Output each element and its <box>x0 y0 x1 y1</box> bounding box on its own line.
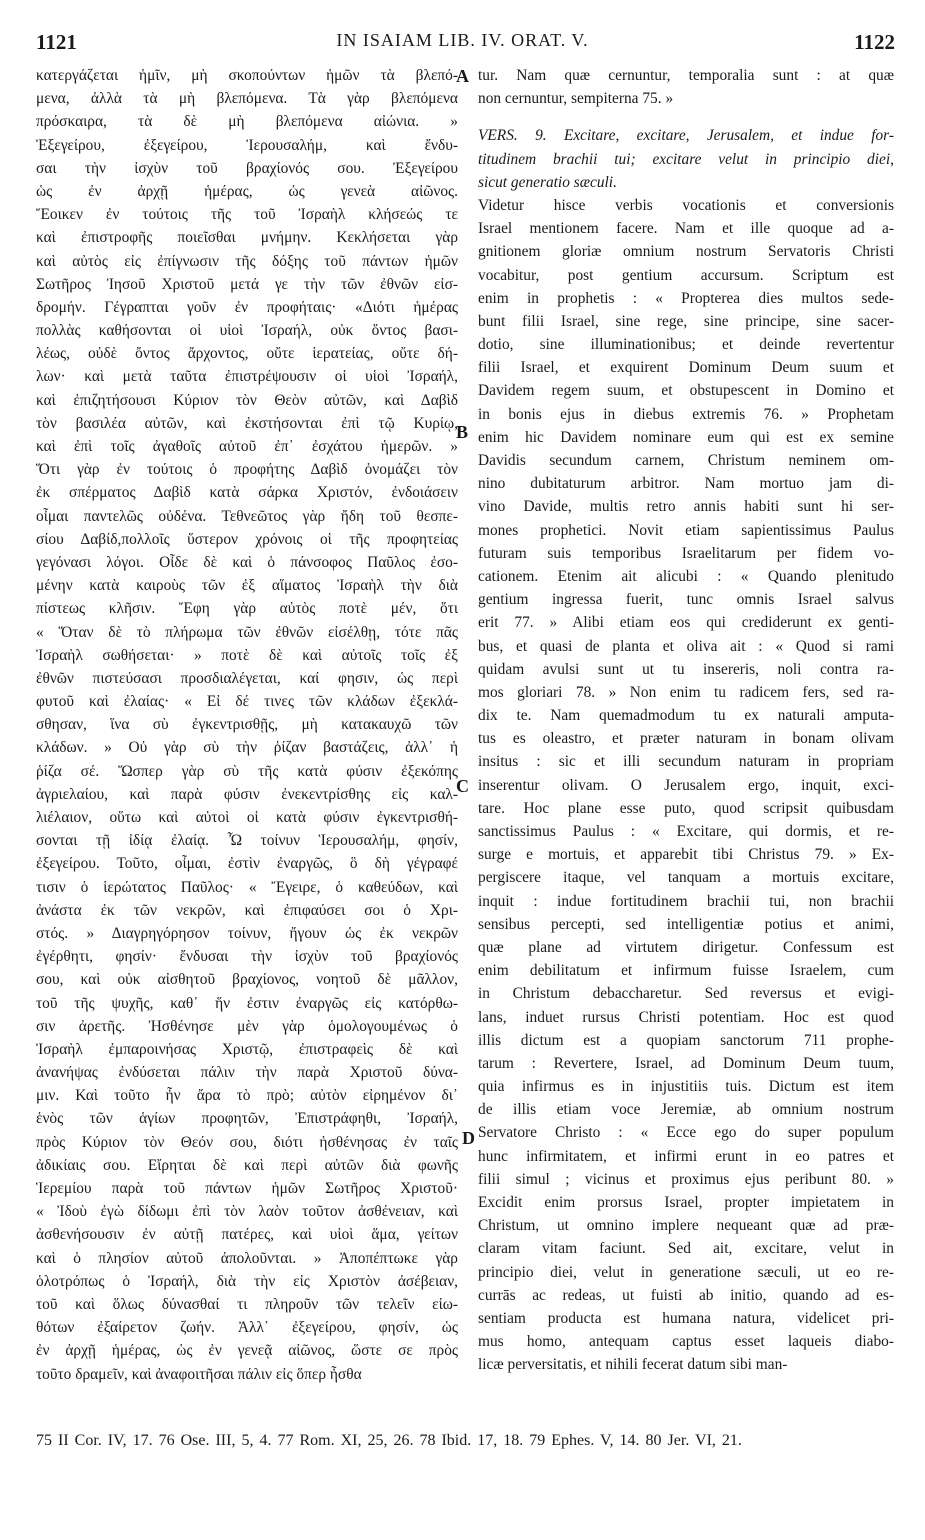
greek-text-line: ἐγέρθητι, φησίν· ἔνδυσαι τὴν ἰσχὺν τοῦ βραχίονός <box>36 948 458 966</box>
section-marker-d: D <box>462 1128 475 1148</box>
greek-text-line: ἐν ἀρχῇ ἡμέρας, ὡς ἐν γενεᾷ αἰῶνος, ὥστε σε πρὸς <box>36 1342 458 1360</box>
greek-text-line: « Ἰδοὺ ἐγὼ δίδωμι ἐπὶ τὸν λαὸν τοῦτον ἀσθένειαν, καὶ <box>36 1203 458 1221</box>
greek-text-line: ῥίζα σέ. Ὥσπερ γὰρ σὺ τῆς κατὰ φύσιν ἐξεκόπης <box>36 762 458 780</box>
verse-heading-line: VERS. 9. Excitare, excitare, Jerusalem, et indue for- <box>478 127 894 145</box>
latin-text-line: Christum, ut omnino implere nequeant quæ ad præ- <box>478 1217 894 1235</box>
greek-text-line: κατεργάζεται ἡμῖν, μὴ σκοπούντων ἡμῶν τὰ βλεπό- <box>36 67 458 84</box>
verse-heading-line: sicut generatio sæculi. <box>478 173 617 191</box>
greek-text-line: σιν ἀρετῆς. Ἠσθένησε μὲν γὰρ ὁμολογουμένως ὁ <box>36 1017 458 1035</box>
latin-text-line: illis dictum est a quopiam sanctorum 711 prophe- <box>478 1031 894 1049</box>
greek-text-line: ἐκ σπέρματος Δαβὶδ κατὰ σάρκα Χριστόν, ἐνδοιάσειν <box>36 484 458 502</box>
greek-text-line: Ὅτι γὰρ ἐν τούτοις ὁ προφήτης Δαβὶδ ὀνομάζει τὸν <box>36 461 458 479</box>
greek-text-line: πολλὰς καθήσονται οἱ υἱοὶ Ἰσραήλ, οὐκ ὄντος βασι- <box>36 322 458 340</box>
latin-text-line: dix te. Nam quemadmodum tu ex naturali amputa- <box>478 707 894 725</box>
greek-text-line: φυτοῦ καὶ ἐλαίας· « Εἰ δέ τινες τῶν κλάδων ἐξεκλά- <box>36 693 458 711</box>
latin-text-line: insitus : sic et illi secundum naturam in propriam <box>478 753 894 771</box>
latin-text-line: in Christum debaccharetur. Sed reversus et evigi- <box>478 985 894 1003</box>
verse-heading-line: titudinem brachii tui; excitare velut in principio diei, <box>478 150 894 168</box>
latin-text-line: filii Israel, et exquirent Dominum Deum suum et <box>478 359 894 377</box>
greek-text-line: λέως, οὐδὲ ὄντος ἄρχοντος, οὔτε ἱερατείας, οὔτε δή- <box>36 345 458 363</box>
greek-text-line: στός. » Διαγρηγόρησον τοίνυν, ἤγουν ὡς ἐκ νεκρῶν <box>36 924 458 942</box>
greek-text-line: μένην κατὰ καιροὺς τῶν ἐξ αἵματος Ἰσραὴλ τὴν διὰ <box>36 577 458 595</box>
greek-text-line: ἀδικίαις σου. Εἴρηται δὲ καὶ περὶ αὐτῶν διὰ φωνῆς <box>36 1156 458 1174</box>
greek-text-line: ἀσθενήσουσιν ἐν αὐτῇ πατέρες, καὶ υἱοὶ ἅμα, γείτων <box>36 1226 458 1244</box>
page-number-left: 1121 <box>36 30 77 54</box>
latin-text-line: erit 77. » Alibi etiam eos qui crediderunt ex genti- <box>478 614 894 632</box>
latin-text-line: sentiam producta est humana natura, videlicet pri- <box>478 1309 894 1327</box>
latin-text-line: tare. Hoc plane esse puto, quod scripsit quibusdam <box>478 799 894 817</box>
latin-text-line: Davidis secundum carnem, Christum neminem om- <box>478 452 894 469</box>
greek-text-line: ἀγριελαίου, καὶ παρὰ φύσιν ἐνεκεντρίσθης εἰς καλ- <box>36 785 458 803</box>
latin-text-line: dotio, sine illuminationibus; et deinde revertentur <box>478 336 894 354</box>
greek-text-line: Σωτῆρος Ἰησοῦ Χριστοῦ μετά γε τὴν τῶν ἐθνῶν εἰσ- <box>36 275 458 293</box>
greek-text-line: θότων ἐξαίρετον ζωήν. Ἀλλ᾽ ἐξεγείρου, φησίν, ὡς <box>36 1319 458 1337</box>
latin-text-line: mones prophetici. Novit etiam sapientissimus Paulus <box>478 521 894 539</box>
latin-text-line: gnitionem gloriæ omnium nostrum Servatoris Christi <box>478 243 894 261</box>
greek-text-line: πρόσκαιρα, τὰ δὲ μὴ βλεπόμενα αἰώνια. » <box>36 113 458 131</box>
greek-text-line: καὶ ὁ πλησίον αὐτοῦ ἀπολοῦνται. » Ἀποπέπτωκε γὰρ <box>36 1249 458 1267</box>
footnotes: 75 II Cor. IV, 17. 76 Ose. III, 5, 4. 77 Rom. XI, 25, 26. 78 Ibid. 17, 18. 79 Ephes. V, 14. 80 Jer. VI, 21. <box>36 1432 742 1449</box>
latin-text-line: futuram suis temporibus Israelitarum per fidem vo- <box>478 544 894 562</box>
greek-text-line: δρομήν. Γέγραπται γοῦν ἐν προφήταις· «Διότι ἡμέρας <box>36 298 458 316</box>
greek-text-line: σου, καὶ οὐκ αἰσθητοῦ βραχίονος, νοητοῦ δὲ μᾶλλον, <box>36 971 458 989</box>
section-marker-b: B <box>456 422 469 442</box>
greek-text-line: ἀνανήψας ἐνδύσεται πάλιν τὴν παρὰ Χριστοῦ δύνα- <box>36 1064 458 1082</box>
greek-text-line: σθησαν, ἵνα σὺ ἐγκεντρισθῇς, μὴ κατακαυχῶ τῶν <box>36 716 458 734</box>
latin-text-line: Israel mentionem facere. Nam et ille quoque ad a- <box>478 220 894 238</box>
greek-text-line: ὁλοτρόπως ὁ Ἰσραήλ, διὰ τὴν εἰς Χριστὸν ἀσέβειαν, <box>36 1272 458 1290</box>
greek-text-line: Ἰσραὴλ σωθήσεται· » ποτὲ δὲ καὶ αὐτοῖς τοῖς ἐξ <box>36 646 458 664</box>
greek-text-line: Ἰσραὴλ ἐμπαροινήσας Χριστῷ, ἐπιστραφεὶς δὲ καὶ <box>36 1040 458 1058</box>
latin-text-line: Videtur hisce verbis vocationis et conversionis <box>478 196 894 214</box>
latin-text-line: inserentur olivam. O Jerusalem ergo, inquit, exci- <box>478 776 894 794</box>
greek-text-line: τοῦτο δραμεῖν, καὶ ἀναφοιτῆσαι πάλιν εἰς ὅπερ ἦσθα <box>36 1365 362 1383</box>
greek-text-line: καὶ αὐτὸς εἰς ἐπίγνωσιν τῆς δόξης τοῦ πάντων ἡμῶν <box>36 252 458 270</box>
greek-text-line: μιν. Καὶ τοῦτο ἦν ἄρα τὸ πρὸ; αὐτὸν εἰρημένον δι᾽ <box>36 1087 458 1105</box>
greek-text-line: ἐξεγείρου. Τοῦτο, οἶμαι, ἐστὶν ἐναργῶς, ὃ δὴ γέγραφέ <box>36 855 458 873</box>
latin-text-line: enim hic Davidem nominare eum qui est ex semine <box>478 428 894 446</box>
page-number-right: 1122 <box>854 30 895 54</box>
latin-text-line: quæ plane ad virtutem dirigetur. Confessum est <box>478 938 894 956</box>
latin-text-line: quidam avulsi sunt ut tu insereris, noli contra ra- <box>478 660 894 678</box>
latin-text-line: vocabitur, post gentium accursum. Scriptum est <box>478 266 894 284</box>
greek-text-line: πίστεως κλῆσιν. Ἔφη γὰρ αὐτὸς ποτὲ μέν, ὅτι <box>36 600 458 618</box>
latin-text-line: gentium ingressa fuerit, tunc omnis Israel salvus <box>478 591 894 609</box>
latin-text-line: hunc infirmitatem, et infirmi erunt in eo patres et <box>478 1147 894 1165</box>
latin-text-line: Excidit enim prorsus Israel, propter impietatem in <box>478 1194 894 1211</box>
section-marker-a: A <box>456 66 469 86</box>
greek-text-line: Ἔοικεν ἐν τούτοις τῆς τοῦ Ἰσραὴλ κλήσεώς τε <box>36 206 458 224</box>
greek-text-line: τοῦ καὶ ὅλως δύνασθαί τι πληροῦν τῶν τελεῖν εἰω- <box>36 1295 458 1313</box>
latin-column <box>478 64 894 1377</box>
greek-text-line: μενα, ἀλλὰ τὰ μὴ βλεπόμενα. Τὰ γὰρ βλεπόμενα <box>36 90 458 108</box>
greek-text-line: σίου Δαβίδ,πολλοῖς ὕστερον χρόνοις οἱ τῆς προφητείας <box>36 530 458 548</box>
greek-text-line: Ἱερεμίου παρὰ τοῦ πάντων ἡμῶν Σωτῆρος Χριστοῦ· <box>36 1180 458 1197</box>
latin-text-line: de illis etiam voce Jeremiæ, ab omnium nostrum <box>478 1101 894 1119</box>
running-header <box>0 30 925 54</box>
latin-text-line: claram vitam faciunt. Sed ait, excitare, velut in <box>478 1240 894 1258</box>
latin-text-line: tur. Nam quæ cernuntur, temporalia sunt : at quæ <box>478 67 894 84</box>
latin-text-line: nino dubitaturum arbitror. Nam mortuo jam di- <box>478 475 894 493</box>
greek-column <box>36 64 458 1386</box>
greek-text-line: τισιν ὁ ἱερώτατος Παῦλος· « Ἔγειρε, ὁ καθεύδων, καὶ <box>36 878 458 896</box>
latin-text-line: non cernuntur, sempiterna 75. » <box>478 90 674 108</box>
latin-text-line: filii simul ; vicinus et proximus ejus peribunt 80. » <box>478 1170 894 1188</box>
greek-text-line: γεγόνασι λόγοι. Οἶδε δὲ καὶ ὁ πάνσοφος Παῦλος ἐσο- <box>36 553 458 571</box>
latin-text-line: mos gloriari 78. » Non enim tu radicem fers, sed ra- <box>478 683 894 701</box>
latin-text-line: enim in prophetis : « Propterea dies multos sede- <box>478 289 894 307</box>
greek-text-line: τοῦ τῆς ψυχῆς, καθ᾽ ἥν ἐστιν ἐναργῶς εἰς κατόρθω- <box>36 994 458 1012</box>
latin-text-line: enim debilitatum et infirmum fuisse Israelem, cum <box>478 962 894 980</box>
greek-text-line: καὶ ἐπιζητήσουσι Κύριον τὸν Θεὸν αὐτῶν, καὶ Δαβὶδ <box>36 391 458 409</box>
greek-text-line: λων· καὶ μετὰ ταῦτα ἐπιστρέψουσιν οἱ υἱοὶ Ἰσραήλ, <box>36 368 458 386</box>
latin-text-line: tus es oleastro, et præter naturam in bonam olivam <box>478 730 894 748</box>
latin-text-line: quia infirmus es in injustitiis tuis. Dictum est item <box>478 1078 894 1096</box>
latin-text-line: bunt filii Israel, sine rege, sine principe, sine sacer- <box>478 312 894 330</box>
greek-text-line: τὸν βασιλέα αὐτῶν, καὶ ἐκστήσονται ἐπὶ τῷ Κυρίῳ, <box>36 414 458 432</box>
latin-text-line: currās ac redeas, ut fuisti ab initio, quando ad es- <box>478 1286 894 1304</box>
greek-text-line: σονται τῇ ἰδίᾳ ἐλαίᾳ. Ὦ τοίνυν Ἱερουσαλήμ, φησίν, <box>36 832 458 850</box>
greek-text-line: οἶμαι παντελῶς οὐδένα. Τεθνεῶτος γὰρ ἤδη τοῦ θεσπε- <box>36 507 458 525</box>
greek-text-line: σαι τὴν ἰσχὺν τοῦ βραχίονός σου. Ἐξεγείρου <box>36 159 458 177</box>
running-title: IN ISAIAM LIB. IV. ORAT. V. <box>336 30 589 50</box>
latin-text-line: in bonis ejus in diebus extremis 76. » Prophetam <box>478 405 894 423</box>
greek-text-line: Ἐξεγείρου, ἐξεγείρου, Ἱερουσαλήμ, καὶ ἔνδυ- <box>36 136 458 154</box>
greek-text-line: πρὸς Κύριον τὸν Θεόν σου, διότι ἠσθένησας ἐν ταῖς <box>36 1133 458 1151</box>
latin-text-line: pergiscere itaque, vel tanquam a mortuis excitare, <box>478 869 894 887</box>
greek-text-line: ἀνάστα ἐκ τῶν νεκρῶν, καὶ ἐπιφαύσει σοι ὁ Χρι- <box>36 901 458 919</box>
greek-text-line: ἑνὸς τῶν ἁγίων προφητῶν, Ἐπιστράφηθι, Ἰσραήλ, <box>36 1110 458 1128</box>
latin-text-line: sensibus percepti, sed intelligentiæ potius et animi, <box>478 915 894 933</box>
latin-text-line: inquit : indue fortitudinem brachii tui, non brachii <box>478 892 894 910</box>
latin-text-line: licæ perversitatis, et nihili fecerat datum sibi man- <box>478 1356 788 1374</box>
greek-text-line: ἐθνῶν πιστεύσασι προσδιαλέγεται, καί φησιν, ὡς περὶ <box>36 669 458 687</box>
latin-text-line: cationem. Etenim ait alicubi : « Quando plenitudo <box>478 567 894 585</box>
latin-text-line: Servatore Christo : « Ecce ego do super populum <box>478 1124 894 1142</box>
latin-text-line: surge e mortuis, et apparebit tibi Christus 79. » Ex- <box>478 846 894 864</box>
section-marker-c: C <box>456 776 469 796</box>
latin-text-line: tarum : Revertere, Israel, ad Dominum Deum tuum, <box>478 1054 894 1072</box>
greek-text-line: καὶ ἐπιστροφῆς ποιεῖσθαι μνήμην. Κεκλήσεται γὰρ <box>36 229 458 247</box>
latin-text-line: Davidem regem suum, et obstupescent in Domino et <box>478 382 894 400</box>
latin-text-line: mus homo, antequam captus esset laqueis diabo- <box>478 1333 894 1351</box>
greek-text-line: « Ὅταν δὲ τὸ πλήρωμα τῶν ἐθνῶν εἰσέλθῃ, τότε πᾶς <box>36 623 458 641</box>
greek-text-line: ὡς ἐν ἀρχῇ ἡμέρας, ὡς γενεὰ αἰῶνος. <box>36 182 458 200</box>
latin-text-line: principio diei, velut in generatione sæculi, ut eo re- <box>478 1263 894 1281</box>
latin-text-line: lans, induet rursus Christi potentiam. Hoc est quod <box>478 1008 894 1026</box>
latin-text-line: bus, et quasi de planta et oliva ait : « Quod si rami <box>478 637 894 655</box>
latin-text-line: vino Davide, multis retro annis habiti sunt hi ser- <box>478 498 894 516</box>
greek-text-line: καὶ ἐπὶ τοῖς ἀγαθοῖς αὐτοῦ ἐπ᾽ ἐσχάτου ἡμερῶν. » <box>36 438 458 455</box>
greek-text-line: κλάδων. » Οὐ γὰρ σὺ τὴν ῥίζαν βαστάζεις, ἀλλ᾽ ἡ <box>36 739 458 757</box>
greek-text-line: λιέλαιον, οὕτω καὶ αὐτοὶ οἱ κατὰ φύσιν ἐγκεντρισθή- <box>36 809 458 826</box>
latin-text-line: sanctissimus Paulus : « Excitare, qui dormis, et re- <box>478 823 894 840</box>
